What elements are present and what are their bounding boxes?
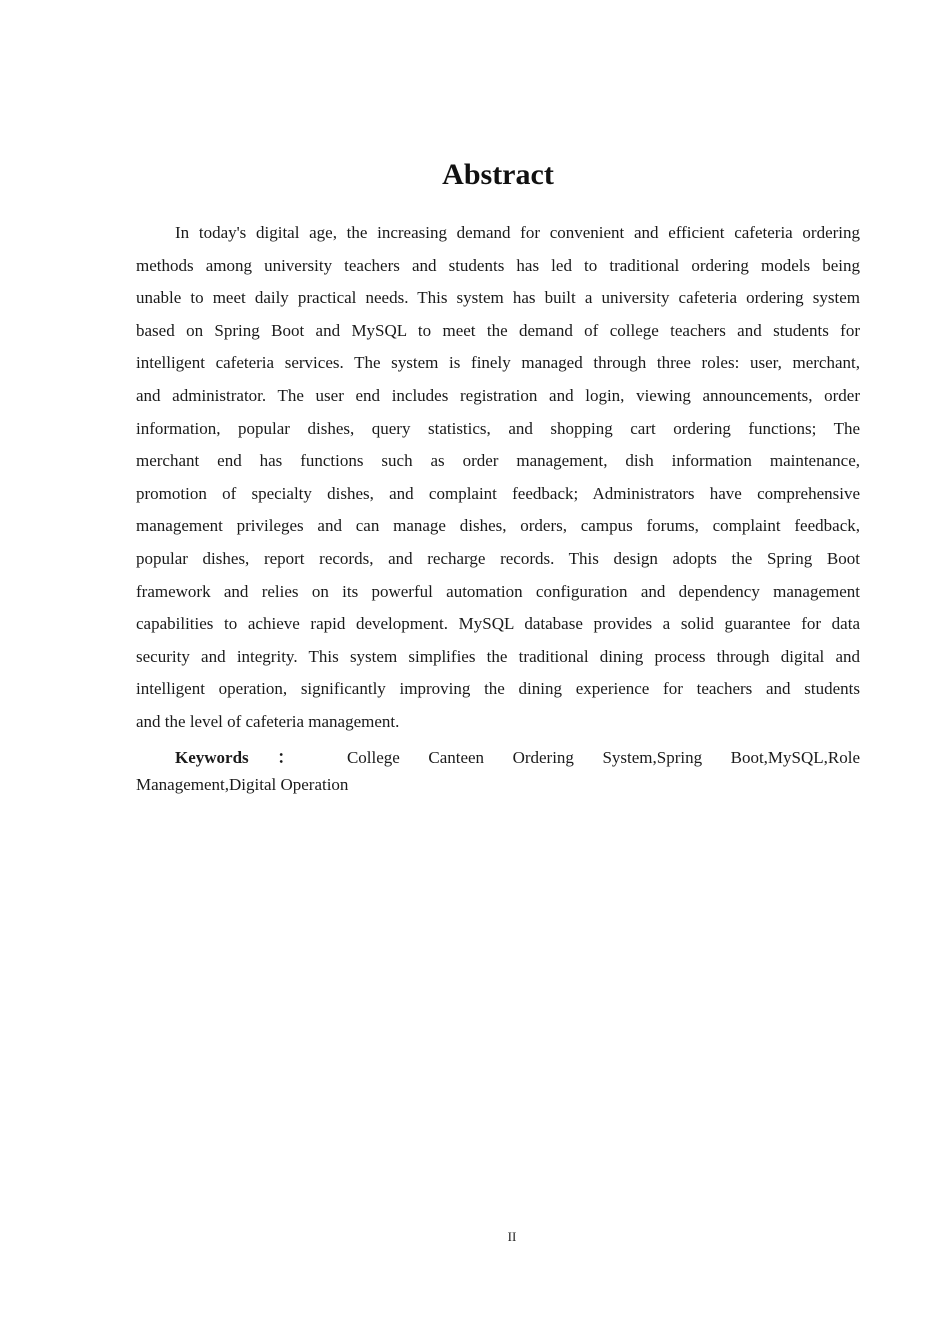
page-title: Abstract bbox=[442, 158, 554, 192]
keywords-colon: ： bbox=[277, 748, 319, 767]
abstract-line: In today's digital age, the increasing demand for convenient and efficient cafeteria ordering bbox=[175, 223, 860, 242]
abstract-line: based on Spring Boot and MySQL to meet the demand of college teachers and students for bbox=[136, 320, 860, 340]
abstract-line: management privileges and can manage dishes, orders, campus forums, complaint feedback, bbox=[136, 516, 860, 536]
keywords-values-part2: Management,Digital Operation bbox=[136, 775, 349, 794]
keywords-label: Keywords bbox=[175, 748, 249, 767]
abstract-line: intelligent operation, significantly improving the dining experience for teachers and students bbox=[136, 679, 860, 699]
abstract-line: and administrator. The user end includes registration and login, viewing announcements, order bbox=[136, 385, 860, 405]
keywords-line bbox=[136, 744, 860, 771]
abstract-line: merchant end has functions such as order management, dish information maintenance, bbox=[136, 451, 860, 471]
abstract-line: capabilities to achieve rapid development. MySQL database provides a solid guarantee for data bbox=[136, 614, 860, 634]
keywords-block bbox=[136, 744, 860, 798]
abstract-line: information, popular dishes, query statistics, and shopping cart ordering functions; The bbox=[136, 418, 860, 438]
abstract-line: popular dishes, report records, and recharge records. This design adopts the Spring Boot bbox=[136, 548, 860, 568]
keywords-values-part1: College Canteen Ordering System,Spring Boot,MySQL,Role bbox=[346, 748, 861, 767]
abstract-line: promotion of specialty dishes, and complaint feedback; Administrators have comprehensive bbox=[136, 483, 860, 503]
abstract-line: unable to meet daily practical needs. This system has built a university cafeteria ordering system bbox=[136, 288, 860, 308]
abstract-line: methods among university teachers and students has led to traditional ordering models being bbox=[136, 255, 860, 275]
abstract-paragraph bbox=[136, 217, 860, 739]
keywords-line bbox=[136, 771, 860, 798]
abstract-line: security and integrity. This system simplifies the traditional dining process through digital and bbox=[136, 646, 860, 666]
page-number: II bbox=[507, 1229, 517, 1244]
abstract-line: framework and relies on its powerful automation configuration and dependency management bbox=[136, 581, 860, 601]
abstract-line: and the level of cafeteria management. bbox=[136, 711, 400, 731]
abstract-line: intelligent cafeteria services. The system is finely managed through three roles: user, merchant, bbox=[136, 353, 860, 373]
